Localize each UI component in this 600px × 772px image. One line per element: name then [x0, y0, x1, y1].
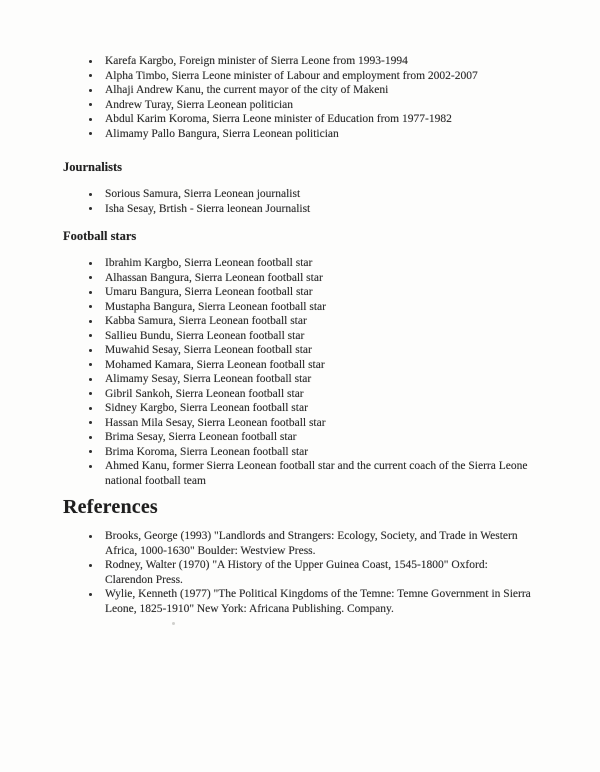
list-item — [88, 358, 535, 373]
bullet-icon — [89, 291, 92, 294]
politicians-list — [88, 54, 535, 141]
list-item-text: Karefa Kargbo, Foreign minister of Sierra Leone from 1993-1994 — [105, 55, 408, 67]
list-item — [88, 314, 535, 329]
list-item — [88, 127, 535, 142]
list-item-text: Sidney Kargbo, Sierra Leonean football star — [105, 402, 308, 414]
bullet-icon — [89, 564, 92, 567]
list-item-text: Sallieu Bundu, Sierra Leonean football star — [105, 329, 305, 342]
references-heading: References — [63, 496, 158, 518]
list-item — [88, 54, 535, 69]
bullet-icon — [89, 465, 92, 468]
bullet-icon — [89, 103, 92, 106]
list-item-text: Andrew Turay, Sierra Leonean politician — [105, 98, 293, 111]
list-item-text: Abdul Karim Koroma, Sierra Leone minister of Education from 1977-1982 — [105, 113, 452, 125]
bullet-icon — [89, 450, 92, 453]
journalists-list — [88, 187, 535, 216]
list-item-text: Alhaji Andrew Kanu, the current mayor of the city of Makeni — [105, 84, 389, 96]
bullet-icon — [89, 132, 92, 135]
football-stars-list — [88, 256, 535, 488]
list-item-text: Hassan Mila Sesay, Sierra Leonean football star — [105, 416, 326, 429]
bullet-icon — [89, 378, 92, 381]
bullet-icon — [89, 89, 92, 92]
list-item — [88, 558, 535, 587]
list-item — [88, 416, 535, 431]
list-item — [88, 445, 535, 460]
bullet-icon — [89, 207, 92, 210]
list-item — [88, 329, 535, 344]
football-stars-heading: Football stars — [63, 229, 137, 243]
bullet-icon — [89, 193, 92, 196]
bullet-icon — [89, 421, 92, 424]
bullet-icon — [89, 407, 92, 410]
list-item-text: Umaru Bangura, Sierra Leonean football star — [105, 286, 313, 298]
list-item — [88, 343, 535, 358]
list-item-text: Ibrahim Kargbo, Sierra Leonean football star — [105, 257, 313, 269]
bullet-icon — [89, 60, 92, 63]
list-item — [88, 271, 535, 286]
list-item — [88, 112, 535, 127]
list-item — [88, 83, 535, 98]
bullet-icon — [89, 320, 92, 323]
list-item-text: Alimamy Pallo Bangura, Sierra Leonean politician — [105, 127, 339, 140]
list-item — [88, 300, 535, 315]
list-item — [88, 372, 535, 387]
list-item-text: Gibril Sankoh, Sierra Leonean football star — [105, 387, 304, 400]
list-item-text: Ahmed Kanu, former Sierra Leonean football star and the current coach of the Sierra Leone national football team — [105, 460, 528, 487]
bullet-icon — [89, 535, 92, 538]
reference-text: Brooks, George (1993) "Landlords and Strangers: Ecology, Society, and Trade in Western Africa, 1000-1630" Boulder: Westview Press. — [105, 530, 518, 557]
bullet-icon — [89, 276, 92, 279]
list-item-text: Alimamy Sesay, Sierra Leonean football star — [105, 373, 312, 385]
scan-speck — [172, 622, 175, 625]
list-item — [88, 459, 535, 488]
list-item-text: Brima Koroma, Sierra Leonean football star — [105, 445, 309, 458]
reference-text: Wylie, Kenneth (1977) "The Political Kingdoms of the Temne: Temne Government in Sierra Leone, 1825-1910" New York: Africana Publishing. Company. — [105, 588, 531, 615]
list-item — [88, 587, 535, 616]
list-item-text: Alhassan Bangura, Sierra Leonean football star — [105, 271, 323, 284]
list-item-text: Muwahid Sesay, Sierra Leonean football star — [105, 344, 312, 356]
bullet-icon — [89, 305, 92, 308]
bullet-icon — [89, 392, 92, 395]
list-item — [88, 202, 535, 217]
list-item-text: Isha Sesay, Brtish - Sierra leonean Journalist — [105, 202, 311, 215]
list-item-text: Alpha Timbo, Sierra Leone minister of Labour and employment from 2002-2007 — [105, 69, 478, 82]
list-item-text: Kabba Samura, Sierra Leonean football star — [105, 315, 307, 327]
list-item — [88, 387, 535, 402]
list-item — [88, 187, 535, 202]
references-list — [88, 529, 535, 616]
bullet-icon — [89, 262, 92, 265]
list-item-text: Mustapha Bangura, Sierra Leonean football star — [105, 300, 326, 313]
list-item — [88, 529, 535, 558]
list-item — [88, 401, 535, 416]
list-item-text: Sorious Samura, Sierra Leonean journalist — [105, 188, 301, 200]
bullet-icon — [89, 593, 92, 596]
bullet-icon — [89, 118, 92, 121]
bullet-icon — [89, 349, 92, 352]
list-item-text: Brima Sesay, Sierra Leonean football star — [105, 431, 297, 443]
bullet-icon — [89, 436, 92, 439]
list-item — [88, 69, 535, 84]
list-item-text: Mohamed Kamara, Sierra Leonean football star — [105, 358, 325, 371]
list-item — [88, 285, 535, 300]
list-item — [88, 98, 535, 113]
journalists-heading: Journalists — [63, 160, 123, 174]
reference-text: Rodney, Walter (1970) "A History of the Upper Guinea Coast, 1545-1800" Oxford: Clarendon Press. — [105, 559, 488, 586]
list-item — [88, 256, 535, 271]
bullet-icon — [89, 334, 92, 337]
bullet-icon — [89, 363, 92, 366]
list-item — [88, 430, 535, 445]
bullet-icon — [89, 74, 92, 77]
